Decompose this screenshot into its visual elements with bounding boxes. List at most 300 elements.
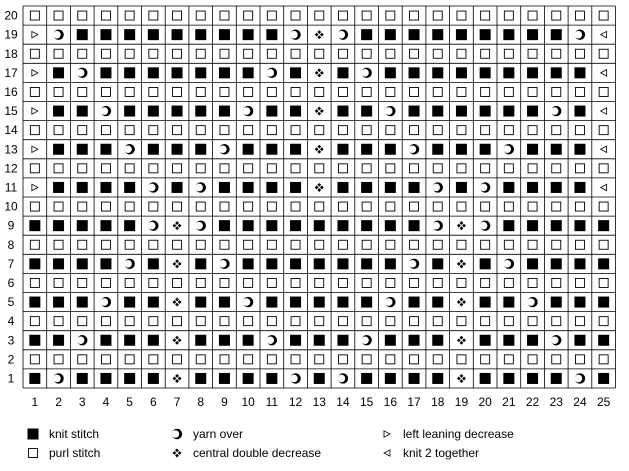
knit-stitch-mark (598, 335, 609, 346)
central-double-decrease-mark (173, 374, 182, 383)
purl-stitch-mark (338, 87, 347, 96)
cdd-diamond (457, 262, 461, 266)
purl-stitch-mark (410, 126, 419, 135)
knit-stitch-mark (574, 297, 585, 308)
yarn-over-inner (148, 222, 156, 230)
yarn-over-mark (385, 106, 396, 116)
purl-stitch-mark (173, 87, 182, 96)
purl-stitch-mark (267, 355, 276, 364)
purl-stitch-mark (481, 126, 490, 135)
column-label: 14 (336, 395, 350, 409)
central-double-decrease-mark (315, 68, 324, 77)
knit-stitch-mark (385, 258, 396, 269)
purl-stitch-mark (599, 164, 608, 173)
purl-stitch-mark (220, 126, 229, 135)
knit-stitch-mark (385, 182, 396, 193)
cdd-diamond (178, 338, 182, 342)
cdd-diamond (460, 341, 464, 345)
yarn-over-mark (290, 29, 301, 39)
legend-symbol-knit-stitch-mark (28, 429, 39, 440)
knit-stitch-mark (219, 67, 230, 78)
purl-stitch-mark (552, 202, 561, 211)
knit-stitch-mark (124, 29, 135, 40)
knit-stitch-mark (551, 29, 562, 40)
yarn-over-mark (101, 106, 112, 116)
purl-stitch-mark (101, 164, 110, 173)
purl-stitch-mark (78, 126, 87, 135)
purl-stitch-mark (315, 164, 324, 173)
yarn-over-inner (266, 336, 274, 344)
legend-label: yarn over (193, 427, 244, 441)
knit-stitch-mark (148, 67, 159, 78)
knit-stitch-mark (195, 335, 206, 346)
purl-stitch-mark (220, 49, 229, 58)
cdd-diamond (320, 147, 324, 151)
yarn-over-inner (124, 145, 132, 153)
purl-stitch-mark (291, 126, 300, 135)
purl-stitch-mark (457, 278, 466, 287)
purl-stitch-mark (196, 11, 205, 20)
purl-stitch-mark (481, 11, 490, 20)
knit-stitch-mark (456, 67, 467, 78)
purl-stitch-mark (433, 87, 442, 96)
knit-stitch-mark (195, 258, 206, 269)
purl-stitch-mark (267, 240, 276, 249)
purl-stitch-mark (125, 355, 134, 364)
purl-stitch-mark (528, 11, 537, 20)
purl-stitch-mark (457, 49, 466, 58)
purl-stitch-mark (575, 87, 584, 96)
column-label: 4 (102, 395, 110, 409)
purl-stitch-mark (386, 164, 395, 173)
column-label: 18 (431, 395, 445, 409)
yarn-over-mark (575, 29, 586, 39)
knit-stitch-mark (480, 297, 491, 308)
knit-stitch-mark (527, 29, 538, 40)
yarn-over-inner (172, 430, 180, 438)
knit-stitch-mark (456, 144, 467, 155)
knit-stitch-mark (77, 106, 88, 117)
cdd-diamond (178, 224, 182, 228)
purl-stitch-mark (54, 240, 63, 249)
knit-stitch-mark (172, 144, 183, 155)
cdd-diamond (317, 188, 321, 192)
knit-stitch-mark (337, 144, 348, 155)
purl-stitch-mark (291, 355, 300, 364)
purl-stitch-mark (338, 317, 347, 326)
yarn-over-mark (338, 373, 349, 383)
purl-stitch-mark (101, 240, 110, 249)
purl-stitch-mark (101, 317, 110, 326)
knit-stitch-mark (361, 220, 372, 231)
purl-stitch-mark (410, 355, 419, 364)
purl-stitch-mark (244, 87, 253, 96)
purl-stitch-mark (54, 317, 63, 326)
yarn-over-mark (124, 144, 135, 154)
yarn-over-mark (409, 144, 420, 154)
knit-stitch-mark (148, 144, 159, 155)
knit-stitch-mark (551, 297, 562, 308)
cdd-diamond (315, 71, 319, 75)
knit-stitch-mark (503, 106, 514, 117)
purl-stitch-mark (457, 11, 466, 20)
cdd-diamond (175, 449, 179, 453)
knit-stitch-mark (148, 297, 159, 308)
knit-stitch-mark (77, 144, 88, 155)
purl-stitch-mark (291, 317, 300, 326)
knit-stitch-mark (100, 373, 111, 384)
knit-stitch-mark (361, 258, 372, 269)
purl-stitch-mark (30, 126, 39, 135)
purl-stitch-mark (30, 278, 39, 287)
purl-stitch-mark (54, 202, 63, 211)
knit-stitch-mark (432, 29, 443, 40)
yarn-over-inner (409, 260, 417, 268)
knit-stitch-mark (266, 297, 277, 308)
purl-stitch-mark (267, 87, 276, 96)
purl-stitch-mark (599, 11, 608, 20)
knit-stitch-mark (574, 106, 585, 117)
knit-stitch-mark (527, 67, 538, 78)
knit-stitch-mark (574, 335, 585, 346)
knit-stitch-mark (148, 29, 159, 40)
cdd-diamond (315, 147, 319, 151)
knit-stitch-mark (480, 29, 491, 40)
yarn-over-inner (77, 69, 85, 77)
knit-stitch-mark (361, 106, 372, 117)
purl-stitch-mark (410, 317, 419, 326)
purl-stitch-mark (244, 164, 253, 173)
yarn-over-inner (432, 222, 440, 230)
purl-stitch-mark (362, 278, 371, 287)
cdd-diamond (320, 186, 324, 190)
yarn-over-inner (148, 184, 156, 192)
purl-stitch-mark (552, 240, 561, 249)
knit-stitch-mark (219, 106, 230, 117)
knit-stitch-mark (361, 29, 372, 40)
purl-stitch-mark (78, 317, 87, 326)
purl-stitch-mark (481, 355, 490, 364)
purl-stitch-mark (315, 317, 324, 326)
purl-stitch-mark (125, 87, 134, 96)
yarn-over-inner (290, 31, 298, 39)
knit-stitch-mark (219, 335, 230, 346)
cdd-diamond (317, 35, 321, 39)
purl-stitch-mark (504, 49, 513, 58)
knit-stitch-mark (124, 67, 135, 78)
purl-stitch-mark (54, 278, 63, 287)
knit-stitch-mark (337, 258, 348, 269)
column-label: 23 (549, 395, 563, 409)
knit-stitch-mark (480, 258, 491, 269)
purl-stitch-mark (386, 49, 395, 58)
purl-stitch-mark (315, 355, 324, 364)
knit-stitch-mark (337, 335, 348, 346)
cdd-diamond (178, 451, 182, 455)
column-label: 20 (478, 395, 492, 409)
purl-stitch-mark (599, 240, 608, 249)
column-label: 22 (525, 395, 540, 409)
purl-stitch-mark (362, 355, 371, 364)
knit-stitch-mark (100, 258, 111, 269)
legend-label: knit 2 together (403, 446, 480, 460)
knit-stitch-mark (53, 182, 64, 193)
purl-stitch-mark (244, 317, 253, 326)
yarn-over-mark (361, 335, 372, 345)
column-label: 9 (221, 395, 228, 409)
knit-stitch-mark (480, 335, 491, 346)
purl-stitch-mark (338, 126, 347, 135)
knit-stitch-mark (290, 297, 301, 308)
knit-stitch-mark (432, 67, 443, 78)
knit-stitch-mark (290, 182, 301, 193)
knit-stitch-mark (219, 220, 230, 231)
purl-stitch-mark (101, 278, 110, 287)
cdd-diamond (317, 183, 321, 187)
yarn-over-inner (53, 31, 61, 39)
cdd-diamond (462, 262, 466, 266)
purl-stitch-mark (528, 87, 537, 96)
knit-stitch-mark (219, 182, 230, 193)
central-double-decrease-mark (457, 374, 466, 383)
purl-stitch-mark (267, 164, 276, 173)
yarn-over-mark (219, 259, 230, 269)
cdd-diamond (317, 107, 321, 111)
purl-stitch-mark (220, 87, 229, 96)
knit-stitch-mark (195, 67, 206, 78)
knit-stitch-mark (219, 297, 230, 308)
knit-stitch-mark (290, 258, 301, 269)
purl-stitch-mark (125, 126, 134, 135)
purl-stitch-mark (386, 202, 395, 211)
purl-stitch-mark (196, 278, 205, 287)
legend-symbol-knit-2-together-mark (384, 450, 390, 456)
row-label: 11 (4, 180, 18, 195)
knit-stitch-mark (551, 144, 562, 155)
cdd-diamond (460, 303, 464, 307)
knit-stitch-mark (172, 29, 183, 40)
purl-stitch-mark (481, 164, 490, 173)
purl-stitch-mark (173, 11, 182, 20)
purl-stitch-mark (552, 164, 561, 173)
purl-stitch-mark (291, 164, 300, 173)
purl-stitch-mark (338, 49, 347, 58)
cdd-diamond (317, 30, 321, 34)
knit-stitch-mark (551, 373, 562, 384)
knit-stitch-mark (219, 373, 230, 384)
purl-stitch-mark (410, 278, 419, 287)
knit-stitch-mark (266, 144, 277, 155)
knit-stitch-mark (598, 373, 609, 384)
cdd-diamond (175, 298, 179, 302)
yarn-over-inner (575, 375, 583, 383)
row-label: 14 (4, 123, 18, 138)
purl-stitch-mark (54, 49, 63, 58)
purl-stitch-mark (149, 49, 158, 58)
yarn-over-inner (338, 375, 346, 383)
purl-stitch-mark (552, 126, 561, 135)
knit-stitch-mark (527, 106, 538, 117)
purl-stitch-mark (244, 278, 253, 287)
purl-stitch-mark (575, 126, 584, 135)
row-label: 16 (4, 84, 18, 99)
cdd-diamond (315, 33, 319, 37)
purl-stitch-mark (220, 317, 229, 326)
cdd-diamond (317, 74, 321, 78)
knit-stitch-mark (432, 144, 443, 155)
cdd-diamond (178, 300, 182, 304)
cdd-diamond (175, 374, 179, 378)
cdd-diamond (457, 338, 461, 342)
row-label: 2 (7, 352, 15, 367)
column-label: 15 (359, 395, 374, 409)
purl-stitch-mark (552, 87, 561, 96)
knit-stitch-mark (337, 106, 348, 117)
column-label: 10 (241, 395, 255, 409)
column-label: 25 (596, 395, 611, 409)
knit-2-together-mark (601, 70, 607, 76)
knit-stitch-mark (527, 220, 538, 231)
purl-stitch-mark (410, 87, 419, 96)
yarn-over-mark (53, 29, 64, 39)
purl-stitch-mark (54, 126, 63, 135)
column-label: 3 (78, 395, 86, 409)
row-label: 13 (4, 142, 18, 157)
purl-stitch-mark (291, 11, 300, 20)
knit-stitch-mark (100, 67, 111, 78)
cdd-diamond (460, 298, 464, 302)
knit-2-together-mark (601, 184, 607, 190)
column-label: 16 (383, 395, 398, 409)
yarn-over-inner (338, 31, 346, 39)
purl-stitch-mark (457, 87, 466, 96)
knit-stitch-mark (243, 220, 254, 231)
purl-stitch-mark (362, 11, 371, 20)
row-label: 9 (7, 218, 15, 233)
purl-stitch-mark (125, 49, 134, 58)
knit-stitch-mark (266, 106, 277, 117)
knit-stitch-mark (53, 297, 64, 308)
cdd-diamond (460, 259, 464, 263)
purl-stitch-mark (78, 87, 87, 96)
purl-stitch-mark (338, 240, 347, 249)
purl-stitch-mark (386, 240, 395, 249)
purl-stitch-mark (30, 164, 39, 173)
cdd-diamond (173, 262, 177, 266)
purl-stitch-mark (267, 317, 276, 326)
knit-stitch-mark (551, 258, 562, 269)
purl-stitch-mark (315, 278, 324, 287)
purl-stitch-mark (528, 317, 537, 326)
yarn-over-mark (575, 373, 586, 383)
legend-symbol-purl-stitch-mark (29, 449, 38, 458)
purl-stitch-mark (504, 240, 513, 249)
purl-stitch-mark (338, 164, 347, 173)
knit-stitch-mark (574, 220, 585, 231)
purl-stitch-mark (173, 164, 182, 173)
knit-stitch-mark (124, 182, 135, 193)
purl-stitch-mark (410, 164, 419, 173)
knit-stitch-mark (598, 297, 609, 308)
knit-stitch-mark (409, 182, 420, 193)
purl-stitch-mark (433, 278, 442, 287)
knit-stitch-mark (456, 182, 467, 193)
row-label: 20 (4, 8, 18, 23)
knit-stitch-mark (243, 258, 254, 269)
central-double-decrease-mark (457, 298, 466, 307)
purl-stitch-mark (173, 317, 182, 326)
knit-stitch-mark (77, 297, 88, 308)
purl-stitch-mark (386, 317, 395, 326)
purl-stitch-mark (220, 11, 229, 20)
purl-stitch-mark (78, 49, 87, 58)
knit-stitch-mark (53, 335, 64, 346)
knit-stitch-mark (290, 67, 301, 78)
yarn-over-inner (195, 184, 203, 192)
purl-stitch-mark (101, 355, 110, 364)
knit-stitch-mark (503, 373, 514, 384)
knit-stitch-mark (527, 258, 538, 269)
purl-stitch-mark (338, 11, 347, 20)
cdd-diamond (462, 300, 466, 304)
purl-stitch-mark (244, 355, 253, 364)
knit-stitch-mark (503, 182, 514, 193)
row-label: 15 (4, 104, 18, 119)
knit-stitch-mark (456, 106, 467, 117)
yarn-over-mark (409, 259, 420, 269)
knit-stitch-mark (314, 335, 325, 346)
knit-stitch-mark (480, 373, 491, 384)
purl-stitch-mark (196, 87, 205, 96)
cdd-diamond (320, 71, 324, 75)
cdd-diamond (175, 336, 179, 340)
knit-stitch-mark (432, 106, 443, 117)
purl-stitch-mark (338, 278, 347, 287)
central-double-decrease-mark (315, 30, 324, 39)
yarn-over-mark (148, 182, 159, 192)
purl-stitch-mark (291, 202, 300, 211)
column-label: 19 (454, 395, 469, 409)
row-label: 10 (4, 199, 18, 214)
purl-stitch-mark (386, 355, 395, 364)
row-label: 12 (4, 161, 18, 176)
yarn-over-mark (77, 335, 88, 345)
purl-stitch-mark (291, 49, 300, 58)
column-label: 12 (288, 395, 303, 409)
purl-stitch-mark (362, 126, 371, 135)
cdd-diamond (173, 377, 177, 381)
cdd-diamond (175, 259, 179, 263)
knit-stitch-mark (148, 258, 159, 269)
purl-stitch-mark (528, 355, 537, 364)
knit-stitch-mark (290, 335, 301, 346)
yarn-over-inner (101, 107, 109, 115)
cdd-diamond (457, 224, 461, 228)
purl-stitch-mark (173, 355, 182, 364)
cdd-diamond (460, 379, 464, 383)
purl-stitch-mark (504, 11, 513, 20)
purl-stitch-mark (291, 87, 300, 96)
knit-stitch-mark (266, 220, 277, 231)
knit-stitch-mark (53, 106, 64, 117)
row-label: 7 (7, 256, 15, 271)
purl-stitch-mark (149, 278, 158, 287)
yarn-over-mark (53, 373, 64, 383)
yarn-over-mark (338, 29, 349, 39)
yarn-over-mark (101, 297, 112, 307)
purl-stitch-mark (315, 240, 324, 249)
knit-stitch-mark (480, 67, 491, 78)
